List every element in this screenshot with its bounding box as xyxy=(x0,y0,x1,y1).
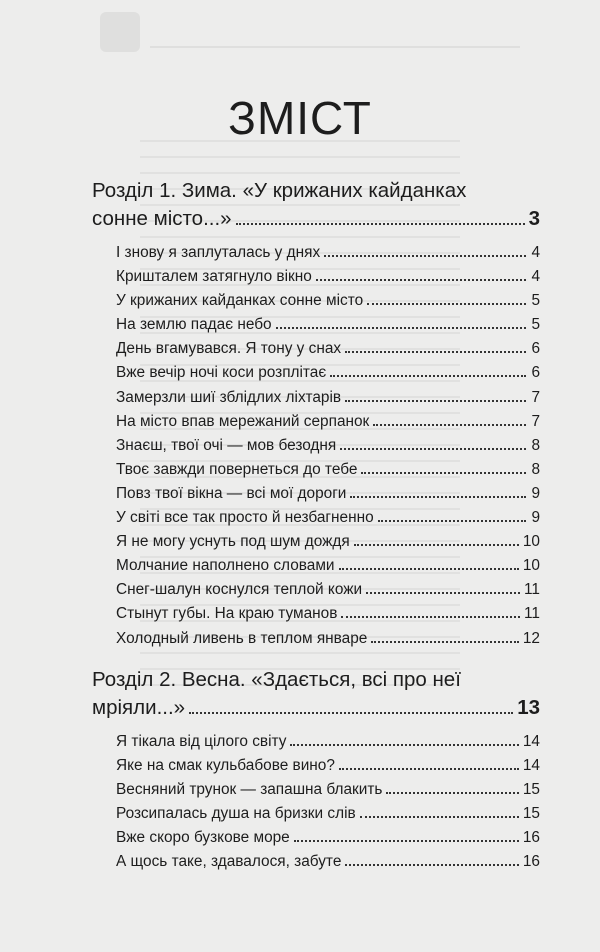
chapter-entries xyxy=(92,241,540,651)
entry-title: Молчание наполнено словами xyxy=(116,557,335,575)
entry-title: Твоє завжди повернеться до тебе xyxy=(116,460,358,478)
entry-page-number: 16 xyxy=(522,853,540,871)
chapter-title-line2: сонне місто...» xyxy=(92,207,232,230)
entry-page-number: 6 xyxy=(531,364,540,382)
toc-entry[interactable] xyxy=(116,826,540,850)
entry-page-number: 6 xyxy=(531,340,540,358)
section-gap xyxy=(92,651,540,666)
toc-entry[interactable] xyxy=(116,850,540,874)
entry-title: Снег-шалун коснулся теплой кожи xyxy=(116,581,363,599)
entry-title: Яке на смак кульбабове вино? xyxy=(116,756,335,774)
toc-entry[interactable] xyxy=(116,530,540,554)
chapter-title-line2: мріяли...» xyxy=(92,695,186,719)
entry-page-number: 11 xyxy=(524,581,540,599)
entry-page-number: 7 xyxy=(531,412,540,430)
dot-leader xyxy=(366,592,520,594)
toc-entry[interactable] xyxy=(116,458,540,482)
toc-entry[interactable] xyxy=(116,361,540,385)
entry-title: І знову я заплуталась у днях xyxy=(116,244,321,261)
toc-entry[interactable] xyxy=(116,434,540,458)
entry-page-number: 8 xyxy=(531,460,540,478)
dot-leader xyxy=(354,544,519,546)
dot-leader xyxy=(341,616,520,618)
toc-entry[interactable] xyxy=(116,730,540,754)
dot-leader xyxy=(339,768,519,770)
entry-title: Кришталем затягнуло вікно xyxy=(116,268,312,286)
dot-leader xyxy=(367,303,526,305)
dot-leader xyxy=(340,448,526,450)
dot-leader xyxy=(345,864,519,866)
dot-leader xyxy=(345,351,526,353)
entry-page-number: 16 xyxy=(522,828,540,846)
entry-title: На місто впав мережаний серпанок xyxy=(116,412,370,430)
entry-title: Повз твої вікна — всі мої дороги xyxy=(116,484,347,502)
dot-leader xyxy=(276,327,526,329)
entry-title: Я тікала від цілого світу xyxy=(116,732,287,750)
dot-leader xyxy=(189,712,513,714)
entry-title: Знаєш, твої очі — мов безодня xyxy=(116,436,337,454)
toc-entry[interactable] xyxy=(116,778,540,802)
toc-entry[interactable] xyxy=(116,313,540,337)
dot-leader xyxy=(290,744,518,746)
chapter-page-number: 3 xyxy=(528,207,540,230)
toc-entry[interactable] xyxy=(116,337,540,361)
toc-entry[interactable] xyxy=(116,554,540,578)
entry-title: У світі все так просто й незбагненно xyxy=(116,509,374,527)
entry-title: У крижаних кайданках сонне місто xyxy=(116,292,364,310)
entry-title: Розсипалась душа на бризки слів xyxy=(116,804,356,822)
toc-entry[interactable] xyxy=(116,506,540,530)
entry-title: На землю падає небо xyxy=(116,316,272,334)
toc-entry[interactable] xyxy=(116,265,540,289)
bleed-through-mark xyxy=(100,12,140,52)
dot-leader xyxy=(330,375,526,377)
toc-entry[interactable] xyxy=(116,602,540,626)
table-of-contents xyxy=(92,177,540,874)
toc-entry[interactable] xyxy=(116,754,540,778)
toc-entry[interactable] xyxy=(116,802,540,826)
dot-leader xyxy=(360,816,519,818)
entry-title: А щось таке, здавалося, забуте xyxy=(116,853,342,871)
entry-page-number: 12 xyxy=(522,629,540,647)
chapter-page-number: 13 xyxy=(517,695,540,719)
entry-page-number: 9 xyxy=(531,484,540,502)
entry-page-number: 14 xyxy=(522,756,540,774)
toc-entry[interactable] xyxy=(116,578,540,602)
page-title: ЗМІСТ xyxy=(228,92,372,144)
entry-title: День вгамувався. Я тону у снах xyxy=(116,340,342,358)
dot-leader xyxy=(386,792,518,794)
entry-title: Замерзли шиї зблідлих ліхтарів xyxy=(116,388,342,406)
entry-page-number: 11 xyxy=(524,605,540,623)
entry-page-number: 10 xyxy=(522,557,540,575)
chapter-entries xyxy=(92,730,540,875)
entry-title: Вже скоро бузкове море xyxy=(116,828,290,846)
toc-entry[interactable] xyxy=(116,241,540,265)
entry-page-number: 15 xyxy=(522,804,540,822)
toc-entry[interactable] xyxy=(116,627,540,651)
entry-title: Вже вечір ночі коси розплітає xyxy=(116,364,327,382)
dot-leader xyxy=(316,279,526,281)
chapter-title-line1: Розділ 1. Зима. «У крижаних кайданках xyxy=(92,179,467,202)
chapter-heading[interactable] xyxy=(92,666,540,722)
entry-page-number: 4 xyxy=(531,268,540,286)
entry-title: Весняний трунок — запашна блакить xyxy=(116,780,383,798)
dot-leader xyxy=(371,641,519,643)
chapter-title-line1: Розділ 2. Весна. «Здається, всі про неї xyxy=(92,667,461,691)
entry-page-number: 5 xyxy=(531,292,540,310)
dot-leader xyxy=(350,496,526,498)
toc-entry[interactable] xyxy=(116,482,540,506)
entry-page-number: 5 xyxy=(531,316,540,334)
entry-page-number: 9 xyxy=(531,509,540,527)
toc-entry[interactable] xyxy=(116,386,540,410)
dot-leader xyxy=(339,568,519,570)
dot-leader xyxy=(324,255,526,257)
dot-leader xyxy=(378,520,526,522)
dot-leader xyxy=(345,400,526,402)
bleed-through-line xyxy=(150,46,520,48)
entry-page-number: 8 xyxy=(531,436,540,454)
toc-entry[interactable] xyxy=(116,410,540,434)
dot-leader xyxy=(373,424,526,426)
entry-page-number: 4 xyxy=(531,244,540,261)
entry-title: Стынут губы. На краю туманов xyxy=(116,605,338,623)
entry-page-number: 14 xyxy=(522,732,540,750)
entry-title: Я не могу уснуть под шум дождя xyxy=(116,533,350,551)
entry-page-number: 7 xyxy=(531,388,540,406)
entry-page-number: 10 xyxy=(522,533,540,551)
entry-page-number: 15 xyxy=(522,780,540,798)
dot-leader xyxy=(236,223,525,225)
entry-title: Холодный ливень в теплом январе xyxy=(116,629,368,647)
chapter-heading[interactable] xyxy=(92,177,540,233)
toc-entry[interactable] xyxy=(116,289,540,313)
dot-leader xyxy=(294,840,519,842)
dot-leader xyxy=(361,472,526,474)
